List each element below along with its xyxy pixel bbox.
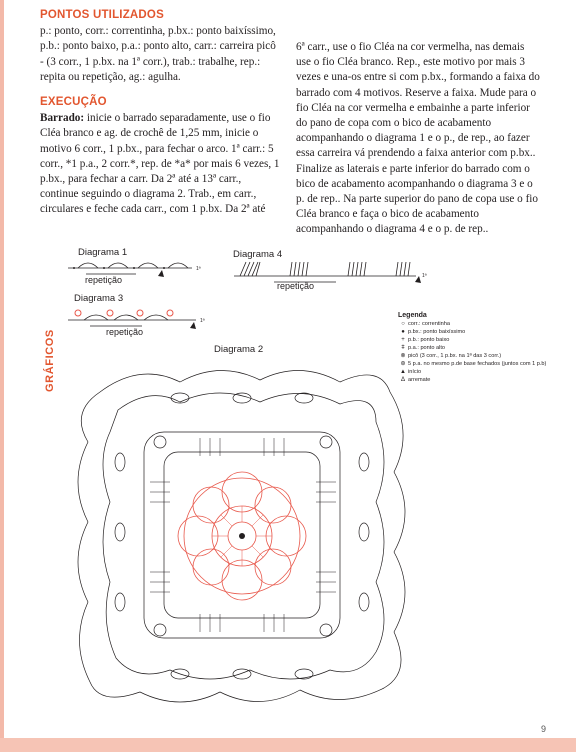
single-crochet-icon: + bbox=[401, 337, 405, 343]
repeat-label-d4: repetição bbox=[277, 281, 315, 291]
page-edge-bar bbox=[0, 0, 4, 752]
barrado-lead: Barrado: bbox=[40, 112, 85, 125]
start-icon: ▲ bbox=[400, 369, 406, 375]
legend-item bbox=[398, 321, 568, 327]
diagram-4-start-mark: 1ª bbox=[422, 273, 427, 279]
diagram-2-label: Diagrama 2 bbox=[214, 344, 264, 355]
legend-title: Legenda bbox=[398, 312, 427, 319]
section-title-stitches: PONTOS UTILIZADOS bbox=[40, 9, 164, 21]
legend-label: arremate bbox=[408, 377, 431, 383]
right-text-column bbox=[296, 40, 541, 238]
execution-text-left bbox=[40, 111, 280, 217]
diagram-3-chart bbox=[64, 304, 214, 330]
legend-item bbox=[398, 337, 568, 343]
legend-label: p.bx.: ponto baixíssimo bbox=[408, 329, 466, 335]
graficos-side-label: GRÁFICOS bbox=[44, 329, 56, 392]
stitches-text: p.: ponto, corr.: correntinha, p.bx.: ponto baixíssimo, p.b.: ponto baixo, p.a.: ponto alto, carr.: carreira picô - (3 corr., 1 p.bx. na 1ª corr.), trab.: trabalhe, rep.: repita ou repetição, ag.: agulha. bbox=[40, 25, 276, 83]
diagram-2-chart bbox=[60, 352, 424, 722]
diagram-1-start-mark: 1ª bbox=[196, 266, 201, 272]
legend-label: picô (3 corr., 1 p.bx. na 1ª das 3 corr.) bbox=[408, 353, 502, 359]
legend-label: p.b.: ponto baixo bbox=[408, 337, 450, 343]
repeat-label-d3: repetição bbox=[106, 327, 144, 337]
slip-stitch-icon: ● bbox=[401, 329, 405, 335]
fasten-off-icon: Δ bbox=[400, 377, 405, 383]
legend-item bbox=[398, 377, 568, 383]
execution-body-left: inicie o barrado separadamente, use o fio Cléa branco e ag. de crochê de 1,25 mm, inicie o motivo 6 corr., 1 p.bx., para fechar o arco. 1ª carr.: 5 corr., *1 p.a., 2 corr.*, rep. de *a* por mais 6 vezes, 1 p.bx., para fechar a carr. Da 2ª até a 13ª carr., continue seguindo o diagrama 2. Trab., em carr., circulares e feche cada carr., com 1 p.bx. Da 2ª até bbox=[40, 112, 280, 216]
legend-label: p.a.: ponto alto bbox=[408, 345, 446, 351]
page-footer-bar bbox=[0, 738, 576, 752]
legend-item bbox=[398, 345, 568, 351]
section-title-execution: EXECUÇÃO bbox=[40, 96, 107, 109]
execution-section bbox=[40, 95, 280, 218]
repeat-label-d1: repetição bbox=[85, 275, 123, 285]
diagram-1-chart bbox=[64, 256, 214, 280]
materials-section bbox=[40, 8, 280, 85]
execution-text-right: 6ª carr., use o fio Cléa na cor vermelha, nas demais use o fio Cléa branco. Rep., este motivo por mais 3 vezes e una-os entre si com p.bx., formando a faixa do barrado com 4 motivos. Reserve a faixa. Mude para o fio Cléa na cor vermelha e embainhe a parte inferior do pano de copa com o bico de acabamento acompanhando o diagrama 1 e o p., de rep., ao fazer essa carreira vá prendendo a faixa anterior com p.bx.. Finalize as laterais e parte inferior do barrado com o bico de acabamento acompanhando o diagrama 3 e o p. de rep.. Na parte superior do pano de copa use o fio Cléa branco e faça o bico de acabamento acompanhando o diagrama 4 e o p. de rep.. bbox=[296, 41, 540, 236]
page-number: 9 bbox=[540, 724, 546, 734]
double-crochet-icon: ǂ bbox=[401, 345, 405, 351]
legend-label: início bbox=[408, 369, 422, 375]
legend-label: 5 p.a. no mesmo p.de base fechados (juntos com 1 p.b) bbox=[408, 361, 547, 367]
cluster-icon: ⊛ bbox=[400, 361, 406, 367]
diagram-4-chart bbox=[230, 258, 435, 288]
legend-item bbox=[398, 353, 568, 359]
legend-label: corr.: correntinha bbox=[408, 321, 450, 327]
chain-stitch-icon: ○ bbox=[401, 321, 405, 327]
legend-item bbox=[398, 369, 568, 375]
legend-item bbox=[398, 361, 568, 367]
legend-item bbox=[398, 329, 568, 335]
picot-icon: ⊗ bbox=[400, 353, 406, 359]
diagram-3-start-mark: 1ª bbox=[200, 318, 205, 324]
legend bbox=[398, 312, 568, 385]
diagram-1-label: Diagrama 1 bbox=[78, 247, 128, 258]
diagram-3-label: Diagrama 3 bbox=[74, 293, 124, 304]
left-text-column bbox=[40, 8, 280, 228]
diagram-4-label: Diagrama 4 bbox=[233, 249, 283, 260]
